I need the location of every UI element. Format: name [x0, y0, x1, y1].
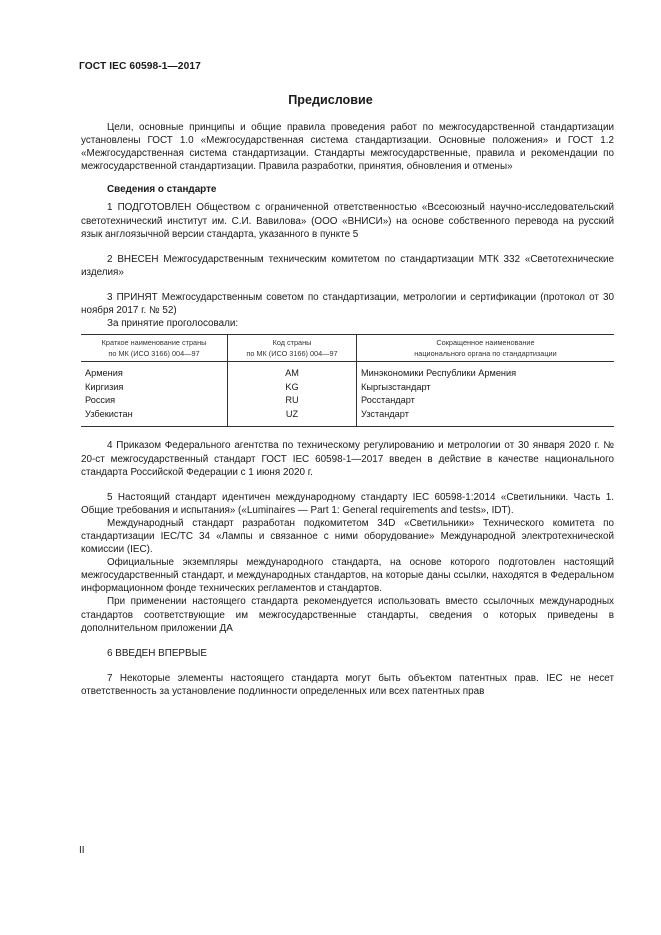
code-cell: RU: [228, 394, 357, 408]
country-cell: Армения: [81, 362, 228, 381]
item-5-developer: Международный стандарт разработан подкомитетом 34D «Светильники» Технического комитета по стандартизации IEC/TC 34 «Лампы и связанное с ними оборудование» Международной электротехнической комиссии (IEC).: [81, 517, 614, 556]
code-cell: KG: [228, 381, 357, 395]
country-cell: Россия: [81, 394, 228, 408]
item-3: 3 ПРИНЯТ Межгосударственным советом по стандартизации, метрологии и сертификации (протокол от 30 ноября 2017 г. № 52): [81, 291, 614, 317]
item-1: 1 ПОДГОТОВЛЕН Обществом с ограниченной ответственностью «Всесоюзный научно-исследовательский светотехнический институт им. С.И. Вавилова» (ООО «ВНИСИ») на основе собственного перевода на русский язык англоязычной версии стандарта, указанного в пункте 5: [81, 202, 614, 240]
table-row: [81, 394, 614, 408]
page-title: Предисловие: [288, 93, 373, 107]
page-number: II: [79, 845, 85, 856]
subheading: Сведения о стандарте: [107, 184, 217, 196]
foreword-content: [81, 121, 614, 698]
table-header-country: Краткое наименование страны по МК (ИСО 3166) 004—97: [81, 335, 228, 362]
document-header: ГОСТ IEC 60598-1—2017: [79, 61, 201, 72]
intro-paragraph: Цели, основные принципы и общие правила проведения работ по межгосударственной стандартизации установлены ГОСТ 1.0 «Межгосударственная система стандартизации. Основные положения» и ГОСТ 1.2 «Межгосударственная система стандартизации. Стандарты межгосударственные, правила и рекомендации по межгосударственной стандартизации. Правила разработки, принятия, обновления и отмены»: [81, 122, 614, 173]
table-header-code: Код страны по МК (ИСО 3166) 004—97: [228, 335, 357, 362]
item-2: 2 ВНЕСЕН Межгосударственным техническим комитетом по стандартизации МТК 332 «Светотехнические изделия»: [81, 253, 614, 278]
item-5-application: При применении настоящего стандарта рекомендуется использовать вместо ссылочных международных стандартов соответствующие им межгосударственные стандарты, сведения о которых приведены в дополнительном приложении ДА: [81, 596, 614, 634]
table-row: [81, 408, 614, 427]
item-5-official-copies: Официальные экземпляры международного стандарта, на основе которого подготовлен настоящий межгосударственный стандарт, и международных стандартов, на которые даны ссылки, находятся в Федеральном информационном фонде технических регламентов и стандартов.: [81, 557, 614, 595]
voting-table: [81, 334, 614, 427]
table-header-body: Сокращенное наименование национального органа по стандартизации: [357, 335, 615, 362]
item-5: 5 Настоящий стандарт идентичен международному стандарту IEC 60598-1:2014 «Светильники. Часть 1. Общие требования и испытания» («Luminaires — Part 1: General requirements and tests», IDT).: [81, 491, 614, 516]
table-row: [81, 381, 614, 395]
item-7: 7 Некоторые элементы настоящего стандарта могут быть объектом патентных прав. IEC не несет ответственность за установление подлинности определенных или всех патентных прав: [81, 672, 614, 697]
table-row: [81, 362, 614, 381]
body-cell: Минэкономики Республики Армения: [357, 362, 615, 381]
code-cell: AM: [228, 362, 357, 381]
body-cell: Росстандарт: [357, 394, 615, 408]
voted-label: За принятие проголосовали:: [107, 318, 239, 330]
body-cell: Узстандарт: [357, 408, 615, 427]
item-6: 6 ВВЕДЕН ВПЕРВЫЕ: [107, 647, 207, 659]
country-cell: Узбекистан: [81, 408, 228, 427]
country-cell: Киргизия: [81, 381, 228, 395]
item-4: 4 Приказом Федерального агентства по техническому регулированию и метрологии от 30 января 2020 г. № 20-ст межгосударственный стандарт ГОСТ IEC 60598-1—2017 введен в действие в качестве национального стандарта Российской Федерации с 1 июня 2020 г.: [81, 440, 614, 478]
code-cell: UZ: [228, 408, 357, 427]
body-cell: Кыргызстандарт: [357, 381, 615, 395]
